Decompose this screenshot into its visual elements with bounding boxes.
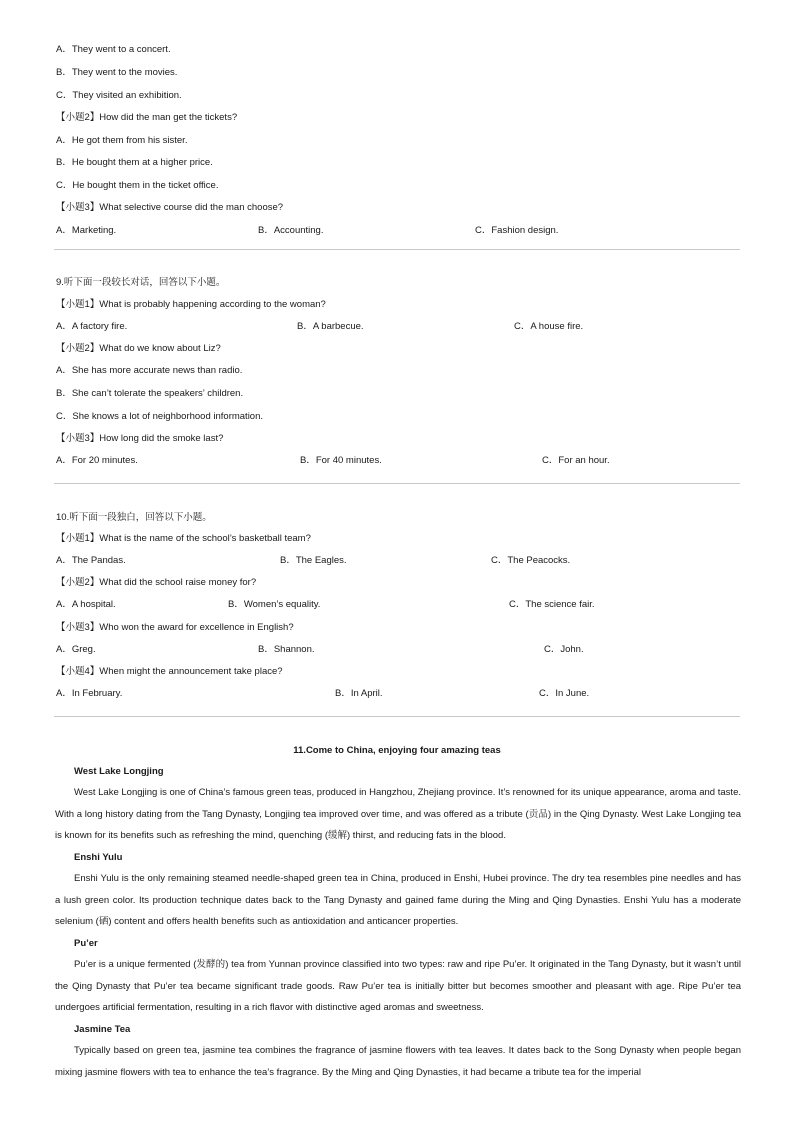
q11-heading-enshi-yulu: Enshi Yulu (74, 852, 123, 863)
q11-paragraph-longjing: West Lake Longjing is one of China’s famous green teas, produced in Hangzhou, Zhejiang province. It’s renowned for its unique appearance, aroma and taste. With a long history dating from the Tang Dynasty, Longjing tea improved over time, and was offered as a tribute (贡品) in the Qing Dynasty. West Lake Longjing tea is known for its benefits such as refreshing the mind, quenching (缓解) thirst, and reducing fats in the blood. (55, 787, 741, 842)
q9-q3-option-c: C．For an hour. (542, 455, 610, 466)
q9-q3-prompt: 【小题3】How long did the smoke last? (56, 433, 224, 444)
q8-q3-option-b: B．Accounting. (258, 225, 324, 236)
section-divider (54, 716, 740, 717)
q10-q3-option-b: B．Shannon. (258, 644, 315, 655)
q9-q2-prompt: 【小题2】What do we know about Liz? (56, 343, 221, 354)
q10-q3-prompt: 【小题3】Who won the award for excellence in English? (56, 622, 294, 633)
q8-q2-prompt: 【小题2】How did the man get the tickets? (56, 112, 238, 123)
q9-q1-option-c: C．A house fire. (514, 321, 584, 332)
q11-heading-jasmine: Jasmine Tea (74, 1024, 131, 1035)
q9-q2-option-c: C．She knows a lot of neighborhood information. (56, 411, 264, 422)
q11-paragraph-enshi-yulu: Enshi Yulu is the only remaining steamed needle-shaped green tea in China, produced in Enshi, Hubei province. The dry tea resembles pine needles and has a lush green color. Its production technique dates back to the Tang Dynasty and gained fame during the Ming and Qing Dynasties. Enshi Yulu has a moderate selenium (硒) content and offers health benefits such as antioxidation and anticancer properties. (55, 873, 741, 928)
q8-q3-prompt: 【小题3】What selective course did the man choose? (56, 202, 284, 213)
q9-q3-option-b: B．For 40 minutes. (300, 455, 382, 466)
q11-paragraph-jasmine: Typically based on green tea, jasmine tea combines the fragrance of jasmine flowers with tea leaves. It dates back to the Song Dynasty when people began mixing jasmine flowers with tea to enhance the tea’s fragrance. By the Ming and Qing Dynasties, it had became a tribute tea for the imperial (55, 1045, 741, 1078)
q8-q2-option-a: A．He got them from his sister. (56, 135, 188, 146)
q11-title: 11.Come to China, enjoying four amazing teas (293, 745, 501, 756)
q10-q1-option-b: B．The Eagles. (280, 555, 347, 566)
q10-q1-prompt: 【小题1】What is the name of the school’s basketball team? (56, 533, 311, 544)
q10-q4-option-a: A．In February. (56, 688, 123, 699)
section-divider (54, 483, 740, 484)
q8-q1-option-c: C．They visited an exhibition. (56, 90, 182, 101)
q8-q2-option-b: B．He bought them at a higher price. (56, 157, 213, 168)
q8-q2-option-c: C．He bought them in the ticket office. (56, 180, 219, 191)
q10-q4-option-b: B．In April. (335, 688, 383, 699)
q10-q2-option-a: A．A hospital. (56, 599, 116, 610)
q8-q3-option-a: A．Marketing. (56, 225, 117, 236)
q9-q1-option-b: B．A barbecue. (297, 321, 364, 332)
q10-q4-prompt: 【小题4】When might the announcement take place? (56, 666, 283, 677)
q10-q1-option-a: A．The Pandas. (56, 555, 126, 566)
q8-q3-option-c: C．Fashion design. (475, 225, 559, 236)
q11-heading-longjing: West Lake Longjing (74, 766, 164, 777)
q10-q2-option-b: B．Women’s equality. (228, 599, 321, 610)
q10-q2-prompt: 【小题2】What did the school raise money for? (56, 577, 257, 588)
q10-q2-option-c: C．The science fair. (509, 599, 595, 610)
q9-q2-option-a: A．She has more accurate news than radio. (56, 365, 243, 376)
q10-title: 10.听下面一段独白，回答以下小题。 (56, 512, 212, 523)
q8-q1-option-a: A．They went to a concert. (56, 44, 171, 55)
q9-title: 9.听下面一段较长对话，回答以下小题。 (56, 277, 226, 288)
q10-q3-option-a: A．Greg. (56, 644, 96, 655)
q9-q1-option-a: A．A factory fire. (56, 321, 128, 332)
section-divider (54, 249, 740, 250)
q10-q4-option-c: C．In June. (539, 688, 590, 699)
q11-heading-puer: Pu’er (74, 938, 98, 949)
q10-q3-option-c: C．John. (544, 644, 584, 655)
q9-q2-option-b: B．She can’t tolerate the speakers’ children. (56, 388, 244, 399)
q9-q3-option-a: A．For 20 minutes. (56, 455, 138, 466)
q9-q1-prompt: 【小题1】What is probably happening according to the woman? (56, 299, 326, 310)
q8-q1-option-b: B．They went to the movies. (56, 67, 178, 78)
q10-q1-option-c: C．The Peacocks. (491, 555, 571, 566)
q11-paragraph-puer: Pu’er is a unique fermented (发酵的) tea from Yunnan province classified into two types: raw and ripe Pu’er. It originated in the Tang Dynasty, but it wasn’t until the Qing Dynasty that Pu’er tea became significant trade goods. Raw Pu’er tea is initially bitter but becomes smoother and pleasant with age. Ripe Pu’er tea undergoes artificial fermentation, resulting in a rich flavor with distinctive aged aromas and sweetness. (55, 959, 741, 1014)
